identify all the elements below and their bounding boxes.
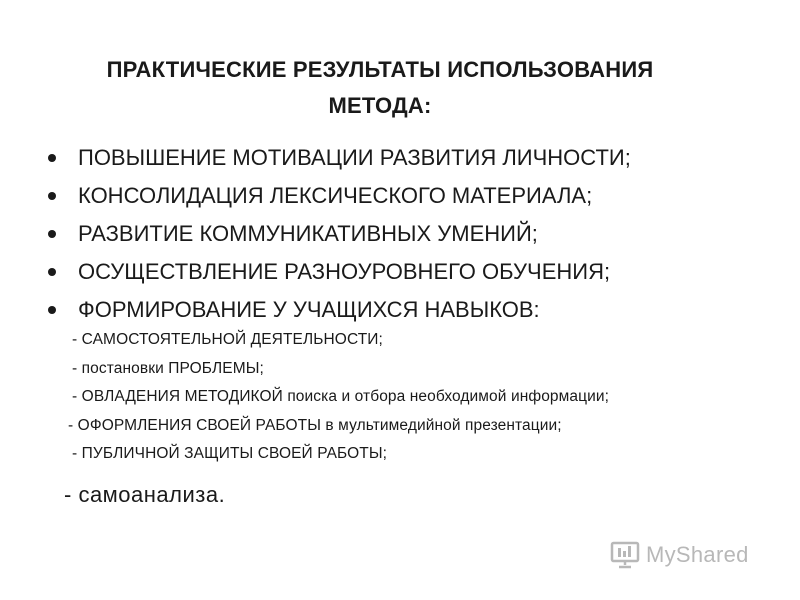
slide-title-line-1: ПРАКТИЧЕСКИЕ РЕЗУЛЬТАТЫ ИСПОЛЬЗОВАНИЯ [106, 57, 654, 82]
slide-title [40, 52, 720, 124]
bullet-dot-icon [48, 268, 56, 276]
bullet-text: ОСУЩЕСТВЛЕНИЕ РАЗНОУРОВНЕГО ОБУЧЕНИЯ; [78, 259, 611, 284]
slide-title-line-2: МЕТОДА: [328, 93, 432, 118]
bullet-dot-icon [48, 192, 56, 200]
bullet-text: ФОРМИРОВАНИЕ У УЧАЩИХСЯ НАВЫКОВ: [78, 297, 540, 322]
bullet-item [46, 291, 631, 329]
sub-item: - ОФОРМЛЕНИЯ СВОЕЙ РАБОТЫ в мультимедийной презентации; [68, 416, 562, 434]
sub-item-list [64, 326, 609, 469]
last-item: - самоанализа. [64, 482, 226, 507]
bullet-text: ПОВЫШЕНИЕ МОТИВАЦИИ РАЗВИТИЯ ЛИЧНОСТИ; [78, 145, 631, 170]
sub-item: - САМОСТОЯТЕЛЬНОЙ ДЕЯТЕЛЬНОСТИ; [72, 331, 383, 348]
sub-item: - ПУБЛИЧНОЙ ЗАЩИТЫ СВОЕЙ РАБОТЫ; [72, 445, 388, 462]
bullet-item [46, 177, 631, 215]
sub-item: - постановки ПРОБЛЕМЫ; [72, 359, 264, 377]
bullet-text: КОНСОЛИДАЦИЯ ЛЕКСИЧЕСКОГО МАТЕРИАЛА; [78, 183, 593, 208]
presentation-board-icon [610, 540, 640, 570]
sub-item: - ОВЛАДЕНИЯ МЕТОДИКОЙ поиска и отбора необходимой информации; [72, 388, 610, 405]
watermark-text: MyShared [646, 542, 749, 567]
bullet-item [46, 215, 631, 253]
bullet-item [46, 253, 631, 291]
watermark [610, 538, 749, 572]
bullet-list [46, 139, 631, 329]
bullet-item [46, 139, 631, 177]
bullet-text: РАЗВИТИЕ КОММУНИКАТИВНЫХ УМЕНИЙ; [78, 221, 538, 246]
bullet-dot-icon [48, 230, 56, 238]
bullet-dot-icon [48, 306, 56, 314]
bullet-dot-icon [48, 154, 56, 162]
